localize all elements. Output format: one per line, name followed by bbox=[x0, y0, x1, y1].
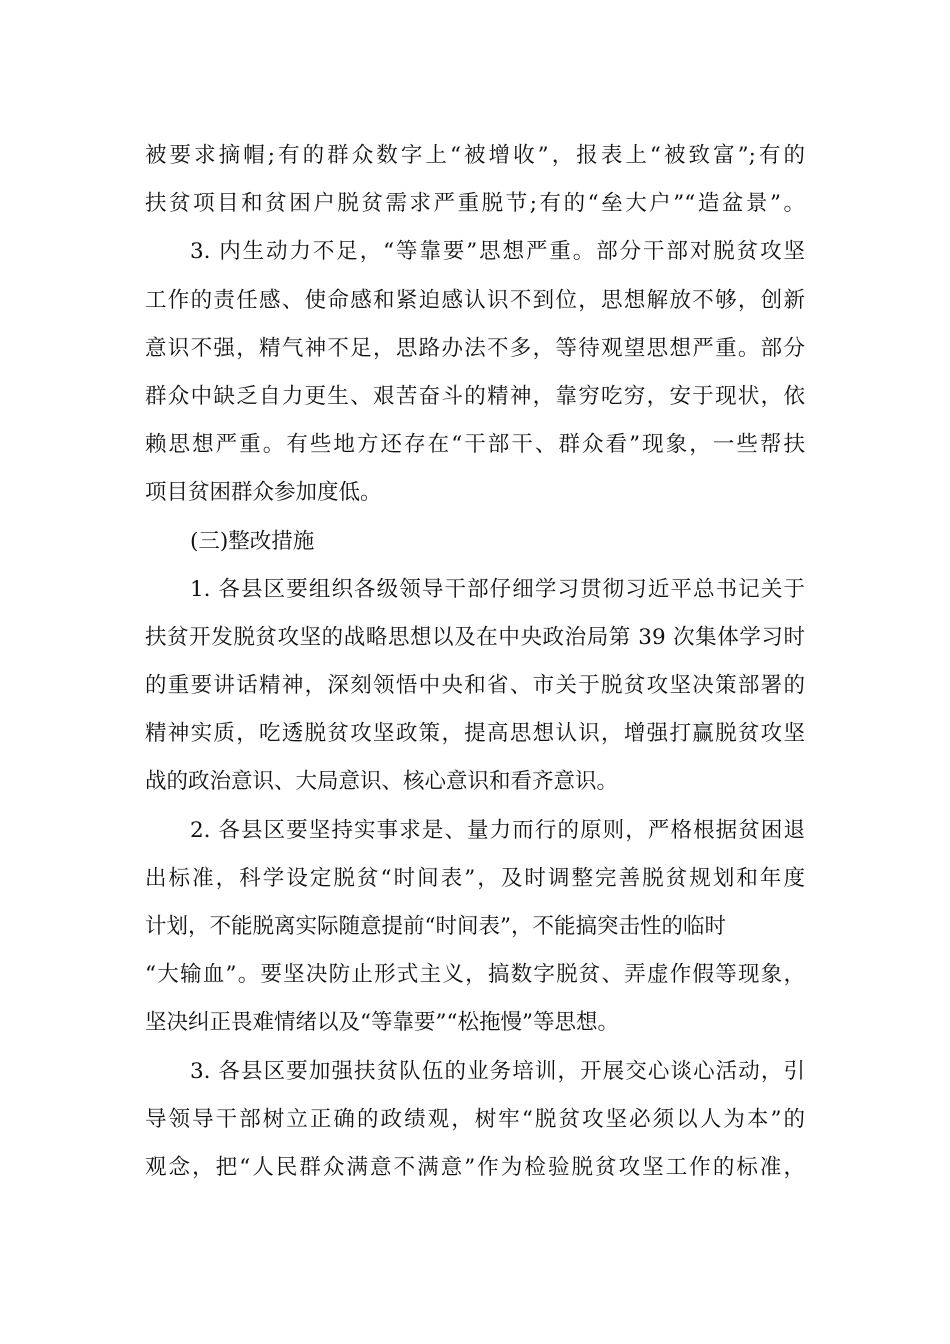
text-line: 被要求摘帽;有的群众数字上“被增收”，报表上“被致富”;有的 bbox=[145, 143, 805, 168]
paragraph bbox=[145, 1048, 805, 1193]
paragraph bbox=[145, 566, 805, 807]
paragraph bbox=[145, 132, 805, 228]
text-line: 战的政治意识、大局意识、核心意识和看齐意识。 bbox=[145, 769, 619, 795]
text-line: “大输血”。要坚决防止形式主义，搞数字脱贫、弄虚作假等现象， bbox=[145, 962, 805, 988]
text-line: 观念，把“人民群众满意不满意”作为检验脱贫攻坚工作的标准， bbox=[145, 1154, 805, 1180]
text-line: 计划，不能脱离实际随意提前“时间表”，不能搞突击性的临时 bbox=[145, 914, 726, 939]
document-body bbox=[145, 132, 805, 1192]
text-line: 导领导干部树立正确的政绩观，树牢“脱贫攻坚必须以人为本”的 bbox=[145, 1106, 805, 1132]
paragraph bbox=[145, 228, 805, 517]
text-line: 坚决纠正畏难情绪以及“等靠要”“松拖慢”等思想。 bbox=[145, 1010, 619, 1036]
text-line: 3. 各县区要加强扶贫队伍的业务培训，开展交心谈心活动，引 bbox=[190, 1058, 805, 1084]
paragraph bbox=[145, 807, 805, 1048]
text-line: 扶贫项目和贫困户脱贫需求严重脱节;有的“垒大户”“造盆景”。 bbox=[145, 191, 805, 217]
text-line: 工作的责任感、使命感和紧迫感认识不到位，思想解放不够，创新 bbox=[145, 287, 805, 313]
text-line: 意识不强，精气神不足，思路办法不多，等待观望思想严重。部分 bbox=[145, 335, 805, 361]
text-line: 群众中缺乏自力更生、艰苦奋斗的精神，靠穷吃穷，安于现状，依 bbox=[145, 383, 805, 409]
text-line: 扶贫开发脱贫攻坚的战略思想以及在中央政治局第 39 次集体学习时 bbox=[145, 624, 805, 650]
text-line: 项目贫困群众参加度低。 bbox=[145, 480, 382, 506]
text-line: 赖思想严重。有些地方还存在“干部干、群众看”现象，一些帮扶 bbox=[145, 432, 805, 458]
text-line: 3. 内生动力不足，“等靠要”思想严重。部分干部对脱贫攻坚 bbox=[190, 239, 805, 265]
section-heading-text: (三)整改措施 bbox=[190, 528, 315, 554]
text-line: 出标准，科学设定脱贫“时间表”，及时调整完善脱贫规划和年度 bbox=[145, 865, 805, 891]
text-line: 2. 各县区要坚持实事求是、量力而行的原则，严格根据贫困退 bbox=[190, 817, 805, 843]
text-line: 精神实质，吃透脱贫攻坚政策，提高思想认识，增强打赢脱贫攻坚 bbox=[145, 721, 805, 747]
text-line: 的重要讲话精神，深刻领悟中央和省、市关于脱贫攻坚决策部署的 bbox=[145, 673, 805, 699]
text-line: 1. 各县区要组织各级领导干部仔细学习贯彻习近平总书记关于 bbox=[190, 576, 805, 602]
section-heading bbox=[145, 518, 805, 566]
